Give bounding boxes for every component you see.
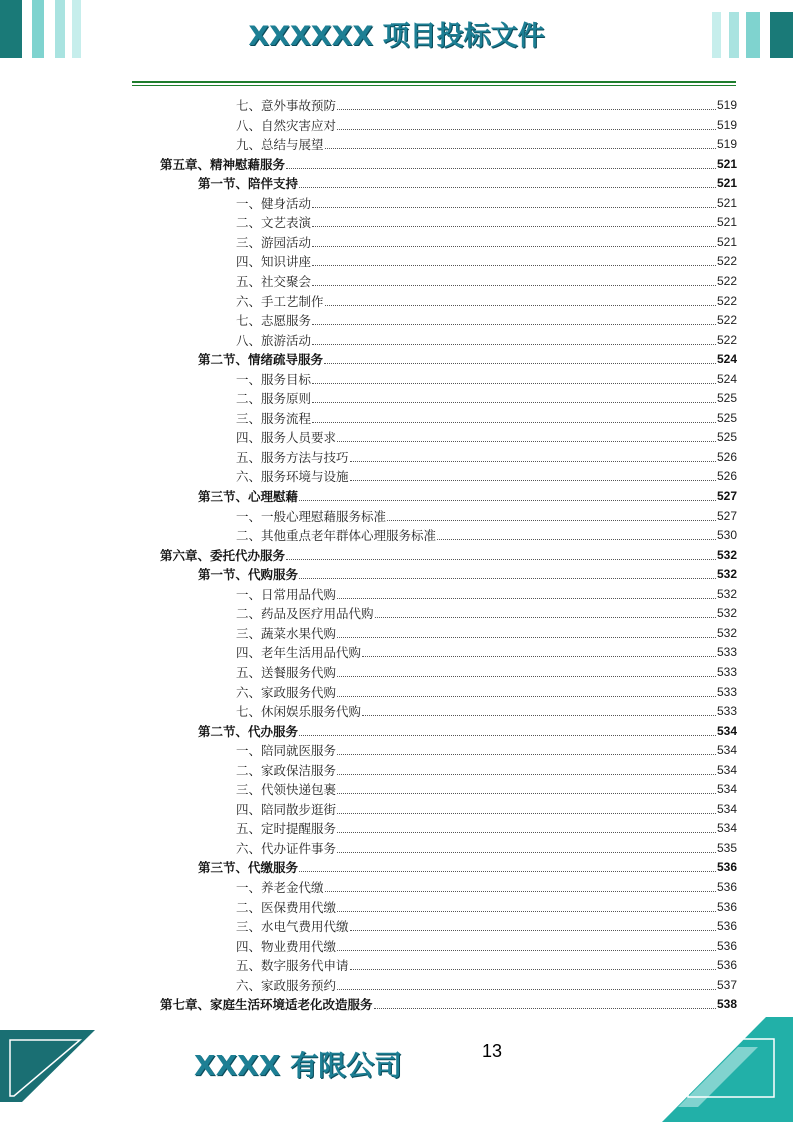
toc-entry-page: 527 <box>716 489 737 503</box>
toc-entry-page: 521 <box>716 176 737 191</box>
toc-entry-title: 八、自然灾害应对 <box>236 117 337 133</box>
toc-entry-title: 第五章、精神慰藉服务 <box>160 156 286 172</box>
toc-entry[interactable] <box>198 487 737 506</box>
toc-entry-title: 一、陪同就医服务 <box>236 743 337 759</box>
toc-entry[interactable] <box>236 839 737 858</box>
toc-entry[interactable] <box>236 761 737 780</box>
toc-entry-title: 二、服务原则 <box>236 391 312 407</box>
toc-entry-title: 五、服务方法与技巧 <box>236 449 349 465</box>
toc-entry-title: 三、水电气费用代缴 <box>236 919 349 935</box>
toc-entry[interactable] <box>236 702 737 721</box>
toc-entry-page: 526 <box>716 449 737 464</box>
toc-dot-leader <box>312 344 716 345</box>
footer-company-name: XXXX 有限公司 <box>194 1049 403 1082</box>
toc-entry-page: 525 <box>716 410 737 425</box>
toc-entry[interactable] <box>236 467 737 486</box>
toc-entry-page: 534 <box>716 723 737 738</box>
toc-entry[interactable] <box>160 995 737 1014</box>
toc-dot-leader <box>325 148 716 149</box>
toc-dot-leader <box>337 852 716 853</box>
toc-entry[interactable] <box>236 917 737 936</box>
toc-dot-leader <box>337 989 716 990</box>
toc-entry-title: 一、日常用品代购 <box>236 586 337 602</box>
toc-dot-leader <box>337 441 716 442</box>
toc-entry-title: 七、志愿服务 <box>236 313 312 329</box>
toc-entry[interactable] <box>236 311 737 330</box>
toc-entry[interactable] <box>236 116 737 135</box>
toc-entry-title: 第三节、代缴服务 <box>198 860 299 876</box>
toc-entry[interactable] <box>236 585 737 604</box>
toc-dot-leader <box>312 226 716 227</box>
toc-dot-leader <box>350 461 716 462</box>
toc-dot-leader <box>325 891 716 892</box>
toc-dot-leader <box>337 129 716 130</box>
toc-entry-page: 536 <box>716 899 737 914</box>
toc-entry-title: 七、意外事故预防 <box>236 98 337 113</box>
toc-entry[interactable] <box>236 135 737 154</box>
toc-dot-leader <box>312 402 716 403</box>
toc-entry-title: 五、社交聚会 <box>236 273 312 289</box>
toc-entry-title: 二、家政保洁服务 <box>236 762 337 778</box>
toc-entry-title: 四、知识讲座 <box>236 254 312 270</box>
toc-dot-leader <box>337 696 716 697</box>
toc-entry[interactable] <box>236 409 737 428</box>
toc-entry-page: 532 <box>716 586 737 601</box>
toc-dot-leader <box>387 520 716 521</box>
toc-entry-title: 六、代办证件事务 <box>236 840 337 856</box>
toc-entry-page: 536 <box>716 860 737 875</box>
toc-entry-page: 524 <box>716 371 737 386</box>
toc-dot-leader <box>375 617 716 618</box>
toc-entry-page: 522 <box>716 273 737 288</box>
toc-entry-page: 534 <box>716 821 737 836</box>
toc-entry-page: 532 <box>716 547 737 562</box>
toc-entry-title: 二、其他重点老年群体心理服务标准 <box>236 528 437 544</box>
toc-entry-title: 第七章、家庭生活环境适老化改造服务 <box>160 997 373 1013</box>
toc-entry-title: 第二节、代办服务 <box>198 723 299 739</box>
toc-entry-page: 534 <box>716 743 737 758</box>
toc-entry-title: 六、家政服务代购 <box>236 684 337 700</box>
toc-entry[interactable] <box>236 663 737 682</box>
toc-entry[interactable] <box>236 683 737 702</box>
toc-entry[interactable] <box>198 350 737 369</box>
toc-entry[interactable] <box>236 976 737 995</box>
toc-dot-leader <box>312 265 716 266</box>
toc-dot-leader <box>299 500 716 501</box>
toc-dot-leader <box>325 305 716 306</box>
toc-dot-leader <box>299 187 716 188</box>
page-number: 13 <box>481 1041 503 1061</box>
toc-entry-page: 534 <box>716 782 737 797</box>
toc-entry[interactable] <box>236 507 737 526</box>
toc-entry-title: 七、休闲娱乐服务代购 <box>236 704 362 720</box>
toc-dot-leader <box>337 911 716 912</box>
toc-entry-page: 522 <box>716 293 737 308</box>
toc-entry-page: 522 <box>716 254 737 269</box>
toc-entry-page: 526 <box>716 469 737 484</box>
header-rule-thin <box>132 85 736 86</box>
toc-entry-title: 五、送餐服务代购 <box>236 664 337 680</box>
toc-entry[interactable] <box>236 819 737 838</box>
toc-entry-page: 532 <box>716 606 737 621</box>
toc-entry-page: 525 <box>716 391 737 406</box>
toc-entry-title: 第一节、代购服务 <box>198 567 299 583</box>
toc-entry-title: 四、物业费用代缴 <box>236 938 337 954</box>
toc-dot-leader <box>312 324 716 325</box>
toc-dot-leader <box>437 539 716 540</box>
toc-entry-title: 六、手工艺制作 <box>236 293 324 309</box>
toc-dot-leader <box>362 656 716 657</box>
toc-entry[interactable] <box>160 155 737 174</box>
toc-entry-page: 533 <box>716 645 737 660</box>
toc-dot-leader <box>337 109 716 110</box>
toc-entry-page: 533 <box>716 684 737 699</box>
toc-entry[interactable] <box>236 937 737 956</box>
toc-dot-leader <box>337 754 716 755</box>
toc-entry-title: 二、文艺表演 <box>236 215 312 231</box>
toc-entry[interactable] <box>236 272 737 291</box>
toc-entry-page: 521 <box>716 156 737 171</box>
toc-dot-leader <box>299 871 716 872</box>
toc-dot-leader <box>312 422 716 423</box>
toc-entry-page: 521 <box>716 234 737 249</box>
toc-entry-page: 530 <box>716 528 737 543</box>
toc-dot-leader <box>337 813 716 814</box>
toc-entry-page: 522 <box>716 332 737 347</box>
toc-entry[interactable] <box>236 956 737 975</box>
toc-entry[interactable] <box>236 741 737 760</box>
toc-entry-title: 五、定时提醒服务 <box>236 821 337 837</box>
toc-entry[interactable] <box>198 174 737 193</box>
toc-entry-title: 三、游园活动 <box>236 234 312 250</box>
toc-dot-leader <box>299 735 716 736</box>
toc-entry[interactable] <box>198 565 737 584</box>
toc-dot-leader <box>324 363 716 364</box>
toc-entry-page: 522 <box>716 313 737 328</box>
toc-entry-title: 第三节、心理慰藉 <box>198 489 299 504</box>
toc-dot-leader <box>312 285 716 286</box>
toc-entry-page: 536 <box>716 919 737 934</box>
toc-entry-page: 536 <box>716 880 737 894</box>
toc-entry-page: 536 <box>716 958 737 973</box>
toc-entry-page: 537 <box>716 977 737 992</box>
toc-entry-title: 第六章、委托代办服务 <box>160 547 286 563</box>
toc-entry[interactable] <box>160 546 737 565</box>
toc-entry[interactable] <box>236 780 737 799</box>
toc-dot-leader <box>337 832 716 833</box>
toc-entry[interactable] <box>236 800 737 819</box>
toc-entry-title: 四、陪同散步逛街 <box>236 801 337 817</box>
toc-entry-title: 第二节、情绪疏导服务 <box>198 352 324 368</box>
toc-entry-title: 三、服务流程 <box>236 410 312 426</box>
toc-dot-leader <box>350 969 716 970</box>
toc-entry-page: 524 <box>716 352 737 367</box>
toc-entry-title: 六、服务环境与设施 <box>236 469 349 485</box>
toc-dot-leader <box>362 715 716 716</box>
toc-entry[interactable] <box>236 194 737 213</box>
toc-dot-leader <box>337 676 716 677</box>
toc-entry-title: 五、数字服务代申请 <box>236 958 349 974</box>
toc-entry[interactable] <box>236 643 737 662</box>
toc-entry-page: 536 <box>716 938 737 953</box>
toc-entry[interactable] <box>236 448 737 467</box>
toc-entry[interactable] <box>236 233 737 252</box>
toc-entry-page: 535 <box>716 840 737 855</box>
toc-entry[interactable] <box>198 722 737 741</box>
toc-entry[interactable] <box>236 370 737 389</box>
toc-entry-title: 四、老年生活用品代购 <box>236 645 362 661</box>
toc-entry-page: 538 <box>716 997 737 1012</box>
toc-entry[interactable] <box>236 428 737 447</box>
toc-entry-page: 532 <box>716 625 737 640</box>
toc-entry-title: 二、药品及医疗用品代购 <box>236 606 374 622</box>
footer-decoration-right <box>658 1017 793 1122</box>
document-header-title: XXXXXX 项目投标文件 <box>248 21 545 52</box>
toc-entry-page: 527 <box>716 508 737 523</box>
toc-entry-page: 521 <box>716 195 737 210</box>
toc-dot-leader <box>350 930 716 931</box>
toc-entry[interactable] <box>236 213 737 232</box>
toc-entry-title: 三、蔬菜水果代购 <box>236 625 337 641</box>
toc-entry-page: 534 <box>716 801 737 816</box>
toc-entry-page: 519 <box>716 117 737 132</box>
toc-entry-page: 519 <box>716 137 737 152</box>
toc-dot-leader <box>312 207 716 208</box>
toc-entry[interactable] <box>236 96 737 115</box>
toc-entry[interactable] <box>236 526 737 545</box>
toc-dot-leader <box>337 774 716 775</box>
toc-dot-leader <box>374 1008 716 1009</box>
toc-entry-title: 八、旅游活动 <box>236 332 312 348</box>
toc-entry-title: 一、健身活动 <box>236 195 312 211</box>
toc-entry[interactable] <box>236 292 737 311</box>
toc-entry-page: 533 <box>716 664 737 679</box>
toc-entry-title: 九、总结与展望 <box>236 137 324 153</box>
toc-dot-leader <box>286 559 716 560</box>
toc-entry-title: 四、服务人员要求 <box>236 430 337 446</box>
toc-dot-leader <box>337 793 716 794</box>
toc-entry-title: 一、养老金代缴 <box>236 880 324 895</box>
toc-dot-leader <box>286 168 716 169</box>
toc-entry-title: 第一节、陪伴支持 <box>198 176 299 192</box>
toc-entry-page: 532 <box>716 567 737 582</box>
toc-entry[interactable] <box>236 252 737 271</box>
toc-entry[interactable] <box>236 604 737 623</box>
toc-dot-leader <box>337 598 716 599</box>
toc-entry[interactable] <box>236 624 737 643</box>
toc-entry-page: 534 <box>716 762 737 777</box>
toc-dot-leader <box>337 950 716 951</box>
toc-dot-leader <box>312 383 716 384</box>
toc-entry-page: 525 <box>716 430 737 445</box>
toc-entry-title: 一、一般心理慰藉服务标准 <box>236 508 387 524</box>
toc-entry-title: 三、代领快递包裹 <box>236 782 337 798</box>
toc-entry[interactable] <box>236 878 737 897</box>
header-rule <box>132 81 736 83</box>
toc-entry[interactable] <box>236 389 737 408</box>
toc-entry-title: 六、家政服务预约 <box>236 977 337 993</box>
toc-dot-leader <box>350 480 716 481</box>
toc-entry[interactable] <box>198 858 737 877</box>
toc-dot-leader <box>312 246 716 247</box>
toc-entry-page: 521 <box>716 215 737 230</box>
toc-dot-leader <box>337 637 716 638</box>
toc-entry-page: 519 <box>716 98 737 112</box>
toc-entry[interactable] <box>236 898 737 917</box>
toc-entry-page: 533 <box>716 704 737 719</box>
toc-entry-title: 一、服务目标 <box>236 371 312 387</box>
toc-dot-leader <box>299 578 716 579</box>
toc-entry-title: 二、医保费用代缴 <box>236 899 337 915</box>
toc-entry[interactable] <box>236 331 737 350</box>
